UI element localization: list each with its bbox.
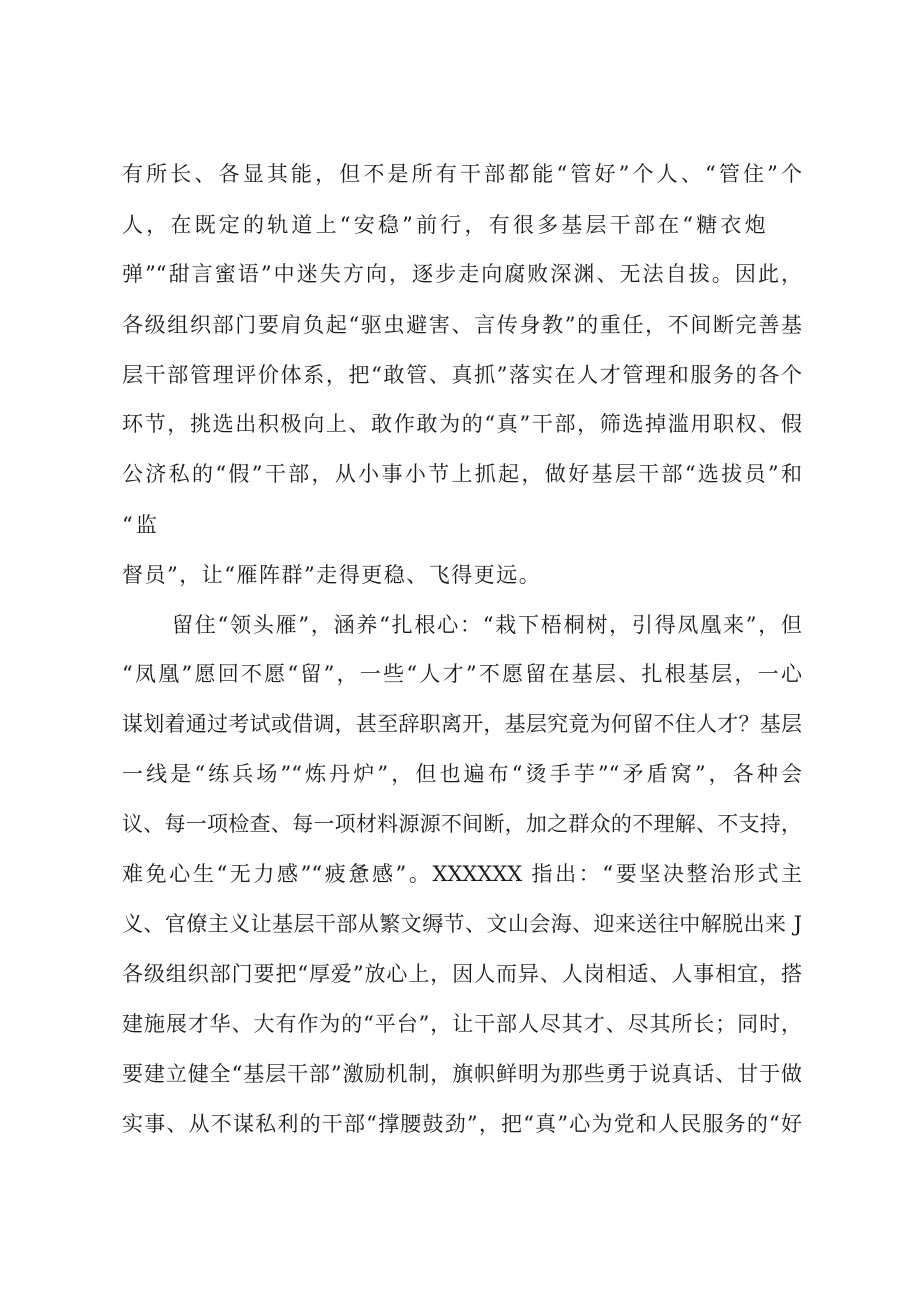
text-line: 人，在既定的轨道上“安稳”前行，有很多基层干部在“糖衣炮	[122, 213, 769, 237]
text-line: 议、每一项检查、每一项材料源源不间断，加之群众的不理解、不支持，	[122, 812, 802, 836]
text-line: 实事、从不谋私利的干部“撑腰鼓劲”，把“真”心为党和人民服务的“好	[122, 1112, 802, 1136]
text-line: 一线是“练兵场”“炼丹炉”，但也遍布“烫手芋”“矛盾窝”，各种会	[122, 762, 802, 786]
text-line: 层干部管理评价体系，把“敢管、真抓”落实在人才管理和服务的各个	[122, 363, 802, 387]
text-line: 要建立健全“基层干部”激励机制，旗帜鲜明为那些勇于说真话、甘于做	[122, 1062, 802, 1086]
text-line: 各级组织部门要把“厚爱”放心上，因人而异、人岗相适、人事相宜，搭	[122, 962, 802, 986]
text-line: 建施展才华、大有作为的“平台”，让干部人尽其才、尽其所长；同时，	[122, 1012, 802, 1036]
text-line: “凤凰”愿回不愿“留”，一些“人才”不愿留在基层、扎根基层，一心	[122, 662, 802, 686]
paragraph-first-line: 留住“领头雁”，涵养“扎根心：“栽下梧桐树，引得凤凰来”，但	[172, 613, 802, 637]
text-line: 义、官僚主义让基层干部从繁文缛节、文山会海、迎来送往中解脱出来 J	[122, 912, 802, 936]
text-line: 督员”，让“雁阵群”走得更稳、飞得更远。	[122, 563, 542, 587]
text-line: 弹”“甜言蜜语”中迷失方向，逐步走向腐败深渊、无法自拔。因此，	[122, 262, 802, 286]
text-line: 难免心生“无力感”“疲惫感”。XXXXXX 指出：“要坚决整治形式主	[122, 862, 802, 886]
text-line: 公济私的“假”干部，从小事小节上抓起，做好基层干部“选拔员”和	[122, 462, 802, 486]
text-line: 环节，挑选出积极向上、敢作敢为的“真”干部，筛选掉滥用职权、假	[122, 412, 802, 436]
text-line: 谋划着通过考试或借调，甚至辞职离开，基层究竟为何留不住人才？基层	[122, 712, 802, 736]
text-line: “监	[122, 513, 161, 537]
text-line: 有所长、各显其能，但不是所有干部都能“管好”个人、“管住”个	[122, 162, 802, 186]
text-line: 各级组织部门要肩负起“驱虫避害、言传身教”的重任，不间断完善基	[122, 313, 802, 337]
